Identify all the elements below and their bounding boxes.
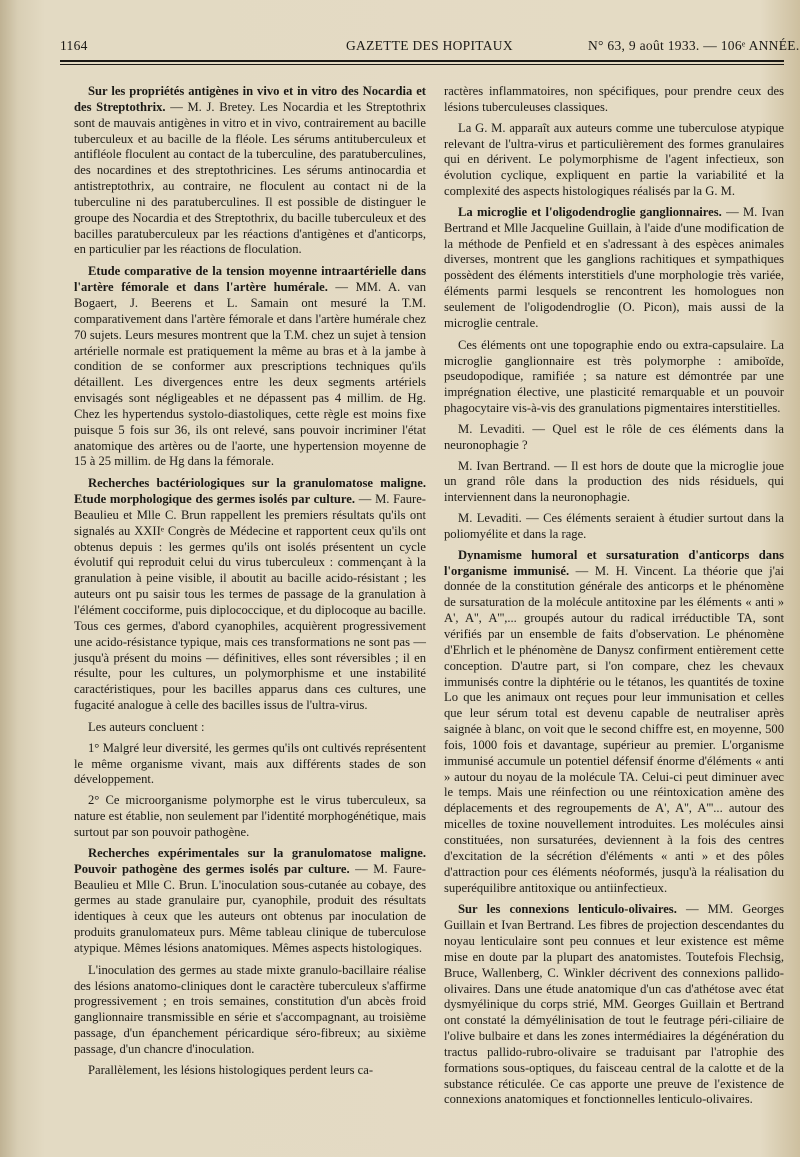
page-number: 1164 bbox=[60, 38, 88, 53]
paragraph bbox=[74, 741, 426, 789]
article-title: Sur les connexions lenticulo-olivaires. bbox=[458, 902, 677, 917]
article-title: Recherches bactériologiques sur la granulomatose maligne. Etude morphologique des germes isolés par culture. bbox=[74, 476, 426, 507]
paragraph bbox=[74, 963, 426, 1058]
paragraph bbox=[444, 121, 784, 200]
paragraph bbox=[444, 84, 784, 116]
paragraph bbox=[74, 1063, 426, 1079]
article-body: — MM. A. van Bogaert, J. Beerens et L. Samain ont mesuré la T.M. comparativement dans l'artère fémorale et dans l'artère humérale chez 70 sujets. Leurs mesures montrent que la T.M. chez un sujet à tension artérielle normale est pratiquement la même au bras et à la jambe à condition de se conformer aux prescriptions techniques qu'ils détaillent. Les divergences entre les deux segments artériels envisagés sont négligeables et ne dépassent pas 4 millim. de Hg. Chez les hypertendus systolo-diastoliques, cette règle est moins fixe puisque 5 fois sur 36, ils ont relevé, sans pouvoir incriminer l'état anatomique des artères ou de l'aorte, une hypertension moyenne de 15 à 25 millim. de Hg dans la fémorale. bbox=[74, 280, 426, 469]
article-title: Dynamisme humoral et sursaturation d'anticorps dans l'organisme immunisé. bbox=[444, 547, 784, 578]
issue-date: N° 63, 9 août 1933. — 106ᵉ ANNÉE. bbox=[588, 38, 800, 53]
left-column bbox=[74, 84, 426, 1084]
paragraph bbox=[74, 793, 426, 841]
article-body: — M. Ivan Bertrand et Mlle Jacqueline Guillain, à l'aide d'une modification de la méthode de Penfield et en s'adressant à des espèces animales diverses, montrent que les ganglions rachitiques et sympathiques possèdent des éléments interstitiels d'une morphologie très variée, éléments parmi lesquels se rencontrent les homologues non seulement de l'oligodendroglie (O. Picon), mais aussi de la microglie centrale. bbox=[444, 204, 784, 330]
article-paragraph bbox=[74, 84, 426, 258]
paragraph-text: Ces éléments ont une topographie endo ou extra-capsulaire. La microglie ganglionnaire est très polymorphe : amiboïde, pseudopodique, ramifiée ; sa nature est démontrée par une imprégnation élective, une plasticité remarquable et un pouvoir phagocytaire vis-à-vis des granulations pigmentaires interstitielles. bbox=[444, 337, 784, 416]
article-paragraph bbox=[444, 548, 784, 897]
article-paragraph bbox=[74, 846, 426, 957]
article-title: Sur les propriétés antigènes in vivo et in vitro des Nocardia et des Streptothrix. bbox=[74, 84, 426, 114]
paragraph bbox=[444, 511, 784, 543]
article-paragraph bbox=[444, 902, 784, 1108]
article-title: Etude comparative de la tension moyenne intraartérielle dans l'artère fémorale et dans l'artère humérale. bbox=[74, 264, 426, 295]
article-body: — M. J. Bretey. Les Nocardia et les Streptothrix sont de mauvais antigènes in vitro et in vivo, contrairement au bacille tuberculeux et au bacille de la fléole. Les sérums antituberculeux et antifléole floculent au contact de la tuberculine, des paratuberculines, des nocardines et des streptothricines. Les sérums antinocardia et antistreptothrix, au contraire, ne floculent au contact ni de la tuberculine ni des paratuberculines. Il est possible de distinguer le groupe des Nocardia et des Streptothrix, du bacille tuberculeux et des bacilles paratuberculeux par les réactions d'antigènes et d'anticorps, en particulier par les réactions de floculation. bbox=[74, 99, 426, 257]
paragraph-text: M. Ivan Bertrand. — Il est hors de doute que la microglie joue un grand rôle dans la production des nids résiduels, qui interviennent dans la neuronophagie. bbox=[444, 458, 784, 505]
paragraph-text: M. Levaditi. — Ces éléments seraient à étudier surtout dans la poliomyélite et dans la rage. bbox=[444, 511, 784, 541]
right-column bbox=[444, 84, 784, 1114]
paragraph bbox=[444, 338, 784, 417]
paragraph bbox=[74, 720, 426, 736]
article-paragraph bbox=[74, 264, 426, 470]
paragraph-text: ractères inflammatoires, non spécifiques, pour prendre ceux des lésions tuberculeuses classiques. bbox=[444, 84, 784, 114]
article-body: — M. Faure-Beaulieu et Mlle C. Brun. L'inoculation sous-cutanée au cobaye, des germes au stade granulaire pur, cyanophile, produit des résultats identiques à ceux que les auteurs ont obtenus par inoculation de produits granulomateux purs. Même tableau clinique de tuberculose atypique. Mêmes lésions anatomiques. Mêmes aspects histologiques. bbox=[74, 861, 426, 955]
paragraph-text: La G. M. apparaît aux auteurs comme une tuberculose atypique relevant de l'ultra-virus et particulièrement des formes granulaires qui en dérivent. Le polymorphisme de l'agent infectieux, son évolution cyclique, expliquent en partie la variabilité et la complexité des aspects histologiques réalisés par la G. M. bbox=[444, 120, 784, 199]
article-paragraph bbox=[74, 476, 426, 714]
article-paragraph bbox=[444, 205, 784, 332]
paragraph-text: M. Levaditi. — Quel est le rôle de ces éléments dans la neuronophagie ? bbox=[444, 421, 784, 452]
header-rule-thin bbox=[60, 64, 784, 65]
paragraph-text: Parallèlement, les lésions histologiques perdent leurs ca- bbox=[88, 1062, 374, 1077]
paragraph-text: 2° Ce microorganisme polymorphe est le virus tuberculeux, sa nature est établie, non seulement par l'identité morphogénétique, mais surtout par son pouvoir pathogène. bbox=[74, 793, 426, 839]
header-rule bbox=[60, 60, 784, 62]
paragraph bbox=[444, 422, 784, 454]
paragraph-text: 1° Malgré leur diversité, les germes qu'ils ont cultivés représentent le même organisme vivant, mais aux différents stades de son développement. bbox=[74, 740, 426, 787]
paragraph-text: Les auteurs concluent : bbox=[88, 719, 205, 734]
article-body: — MM. Georges Guillain et Ivan Bertrand. Les fibres de projection descendantes du noyau lenticulaire sont peu connues et leur existence est même mise en doute par la plupart des anatomistes. Toutefois Flechsig, Bruce, Wallenberg, C. Winkler décrivent des connexions pallido-olivaires. Dans une étude anatomique d'un cas d'athétose avec état dysmyélinique du corps strié, MM. Georges Guillain et Bertrand ont constaté la démyélinisation de tout le feutrage péri-ciliaire de l'olive bulbaire et dans les zones intermédiaires la dégénération du tractus pallido-rubro-olivaire se traduisant par l'atrophie des formations sous-optiques, du faisceau central de la calotte et de la substance réticulée. Ce cas apporte une preuve de l'existence de connexions anatomiques et fonctionnelles lenticulo-olivaires. bbox=[444, 902, 784, 1107]
paragraph bbox=[444, 459, 784, 507]
paragraph-text: L'inoculation des germes au stade mixte granulo-bacillaire réalise des lésions anatomo-cliniques dont le caractère tuberculeux s'affirme progressivement ; en trois semaines, constitution d'un abcès froid ganglionnaire transmissible en série et s'accompagnant, au troisième passage, d'un épanchement péricardique séro-fibreux; au sixième passage, d'un chancre d'inoculation. bbox=[74, 962, 426, 1056]
article-body: — M. H. Vincent. La théorie que j'ai donnée de la constitution générale des anticorps et le phénomène de sursaturation de la molécule antitoxine par les éléments « anti » A', A'', A''',... groupés autour du radical irréductible TA, sont vérifiés par un ensemble de faits d'observation. Le phénomène d'Ehrlich et le phénomène de Danysz confirment entièrement cette conception. D'autre part, si l'on compare, chez les chevaux immunisés contre la diphtérie ou le tétanos, les quantités de toxine Lo que les animaux ont reçues pour leur immunisation et celles que leur sérum total est devenu capable de neutraliser après saignée à blanc, on voit que le second chiffre est, en moyenne, 500 fois, 1000 fois et davantage, supérieur au premier. L'organisme immunisé accumule un potentiel défensif énorme d'éléments « anti » autour du noyau de la molécule TA. Celui-ci peut diminuer avec le temps. Mais une réinfection ou une réintoxication amène des déplacements et des regroupements de A', A'', A'''... autour des micelles de toxine nouvellement introduites. Les molécules ainsi constituées, non sursaturées, deviennent à la fois des centres d'excitation de la sécrétion d'éléments « anti » et des pôles d'attraction pour ces éléments néoformés, jusqu'à la réalisation du superéquilibre antitoxique ou antiinfectieux. bbox=[444, 563, 784, 895]
article-body: — M. Faure-Beaulieu et Mlle C. Brun rappellent les premiers résultats qu'ils ont signalés au XXIIᵉ Congrès de Médecine et rapportent ceux qu'ils ont obtenus depuis : les germes qu'ils ont isolés présentent un cycle évolutif qui reproduit celui du virus tuberculeux : commençant à la granulation à peine visible, il aboutit au bacille acido-résistant ; les auteurs ont pu saisir tous les termes de passage de la granulation à l'élément cocciforme, puis diplococcique, et du diplocoque au bacille. Tous ces germes, d'abord cyanophiles, acquièrent progressivement une acido-résistance typique, mais ces transformations ne sont pas — jusqu'à présent du moins — définitives, elles sont réversibles ; il en résulte, pour les cultures, un polymorphisme et une instabilité caractéristiques, pour les bacilles apparus dans ces cultures, une fugacité analogue à celle des bacilles issus de l'ultra-virus. bbox=[74, 492, 426, 713]
article-title: La microglie et l'oligodendroglie ganglionnaires. bbox=[458, 204, 722, 219]
article-title: Recherches expérimentales sur la granulomatose maligne. Pouvoir pathogène des germes isolés par culture. bbox=[74, 845, 426, 876]
journal-title: GAZETTE DES HOPITAUX bbox=[346, 38, 513, 53]
